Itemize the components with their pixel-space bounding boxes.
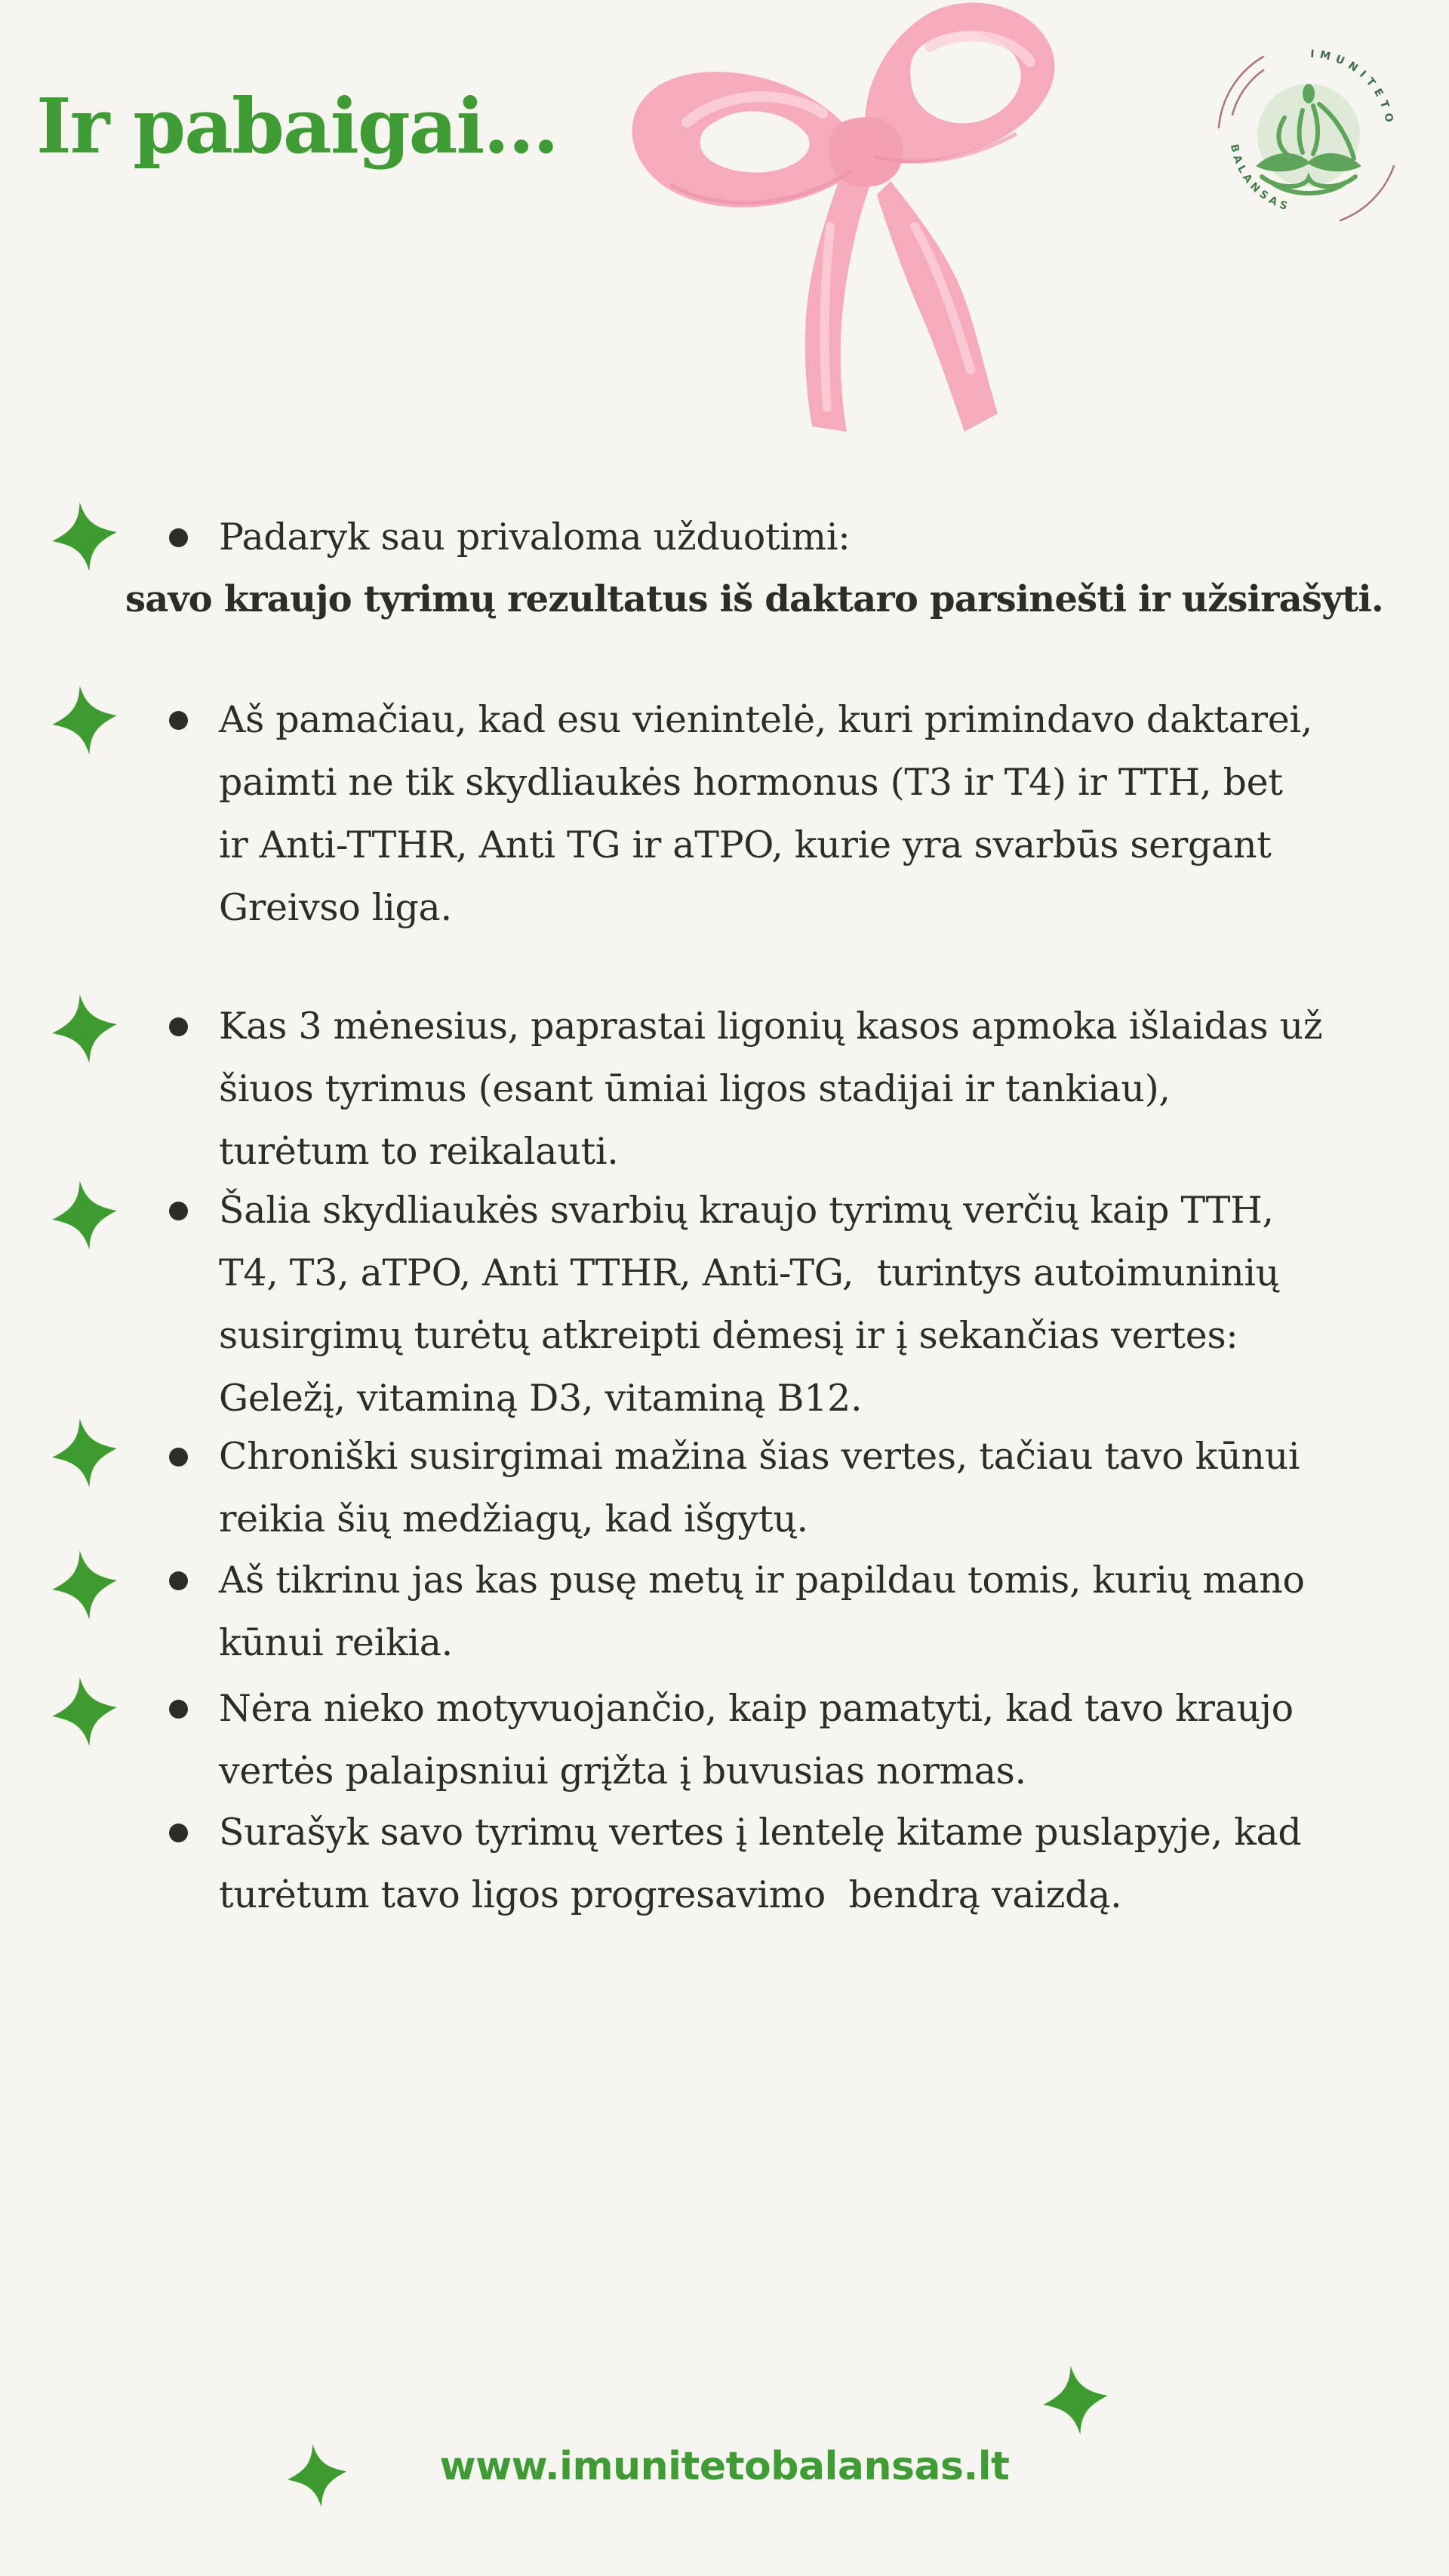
bullet-line: turėtum to reikalauti. (219, 1130, 619, 1173)
bullet-line: Padaryk sau privaloma užduotimi: (219, 516, 851, 559)
sparkle-icon (48, 1549, 121, 1621)
bullet-line: susirgimų turėtų atkreipti dėmesį ir į sekančias vertes: (219, 1314, 1238, 1357)
bullet-line: Šalia skydliaukės svarbių kraujo tyrimų verčių kaip TTH, (219, 1189, 1274, 1232)
sparkle-icon (48, 1676, 121, 1748)
bullet-dot-icon (169, 711, 188, 730)
sparkle-icon (48, 993, 121, 1065)
bullet-dot-icon (169, 1448, 188, 1467)
bullet-line: šiuos tyrimus (esant ūmiai ligos stadijai ir tankiau), (219, 1067, 1171, 1110)
bullet-line: Greivso liga. (219, 886, 452, 929)
bullet-line: Aš tikrinu jas kas pusę metų ir papildau tomis, kurių mano (219, 1559, 1305, 1602)
bullet-item (219, 688, 1312, 939)
sparkle-icon (48, 1179, 121, 1251)
bullet-item (219, 995, 1322, 1183)
ribbon-bow-illustration (604, 0, 1072, 438)
bullet-line: Surašyk savo tyrimų vertes į lentelę kitame puslapyje, kad (219, 1811, 1302, 1854)
bullet-line: T4, T3, aTPO, Anti TTHR, Anti-TG, turintys autoimuninių (219, 1251, 1280, 1294)
bullet-dot-icon (169, 528, 188, 547)
bullet-item (219, 1179, 1279, 1430)
bullet-dot-icon (169, 1571, 188, 1590)
bullet-item (219, 1801, 1302, 1926)
bullet-line: paimti ne tik skydliaukės hormonus (T3 ir T4) ir TTH, bet (219, 761, 1283, 804)
bullet-item (219, 1425, 1300, 1550)
sparkle-icon (48, 1417, 121, 1489)
bullet-dot-icon (169, 1202, 188, 1220)
bullet-item (125, 506, 1383, 631)
bullet-line-bold: savo kraujo tyrimų rezultatus iš daktaro parsinešti ir užsirašyti. (125, 578, 1383, 620)
bullet-line: Aš pamačiau, kad esu vienintelė, kuri primindavo daktarei, (219, 698, 1313, 741)
website-url: www.imunitetobalansas.lt (439, 2444, 1010, 2489)
bullet-line: Geležį, vitaminą D3, vitaminą B12. (219, 1377, 863, 1420)
bullet-item (219, 1549, 1305, 1674)
sparkle-icon (48, 500, 121, 573)
bullet-dot-icon (169, 1700, 188, 1719)
sparkle-icon (48, 684, 121, 756)
bullet-line: kūnui reikia. (219, 1621, 453, 1664)
bullet-dot-icon (169, 1824, 188, 1842)
logo-arc-text-bottom: BALANSAS (1228, 143, 1293, 214)
bullet-line: reikia šių medžiagų, kad išgytų. (219, 1497, 808, 1540)
sparkle-icon (1039, 2361, 1112, 2439)
brand-logo (1206, 29, 1426, 249)
bullet-line: Chroniški susirgimai mažina šias vertes, tačiau tavo kūnui (219, 1435, 1300, 1478)
bullet-line: ir Anti-TTHR, Anti TG ir aTPO, kurie yra svarbūs sergant (219, 823, 1272, 866)
bullet-line: vertės palaipsniui grįžta į buvusias normas. (219, 1750, 1026, 1793)
page-title: Ir pabaigai... (36, 82, 558, 171)
logo-arc-text-top: IMUNITETO (1309, 48, 1396, 129)
bullet-item (219, 1677, 1294, 1802)
bullet-line: Nėra nieko motyvuojančio, kaip pamatyti, kad tavo kraujo (219, 1687, 1294, 1730)
bullet-line: Kas 3 mėnesius, paprastai ligonių kasos apmoka išlaidas už (219, 1005, 1323, 1048)
bullet-line: turėtum tavo ligos progresavimo bendrą vaizdą. (219, 1873, 1122, 1916)
bullet-dot-icon (169, 1017, 188, 1036)
